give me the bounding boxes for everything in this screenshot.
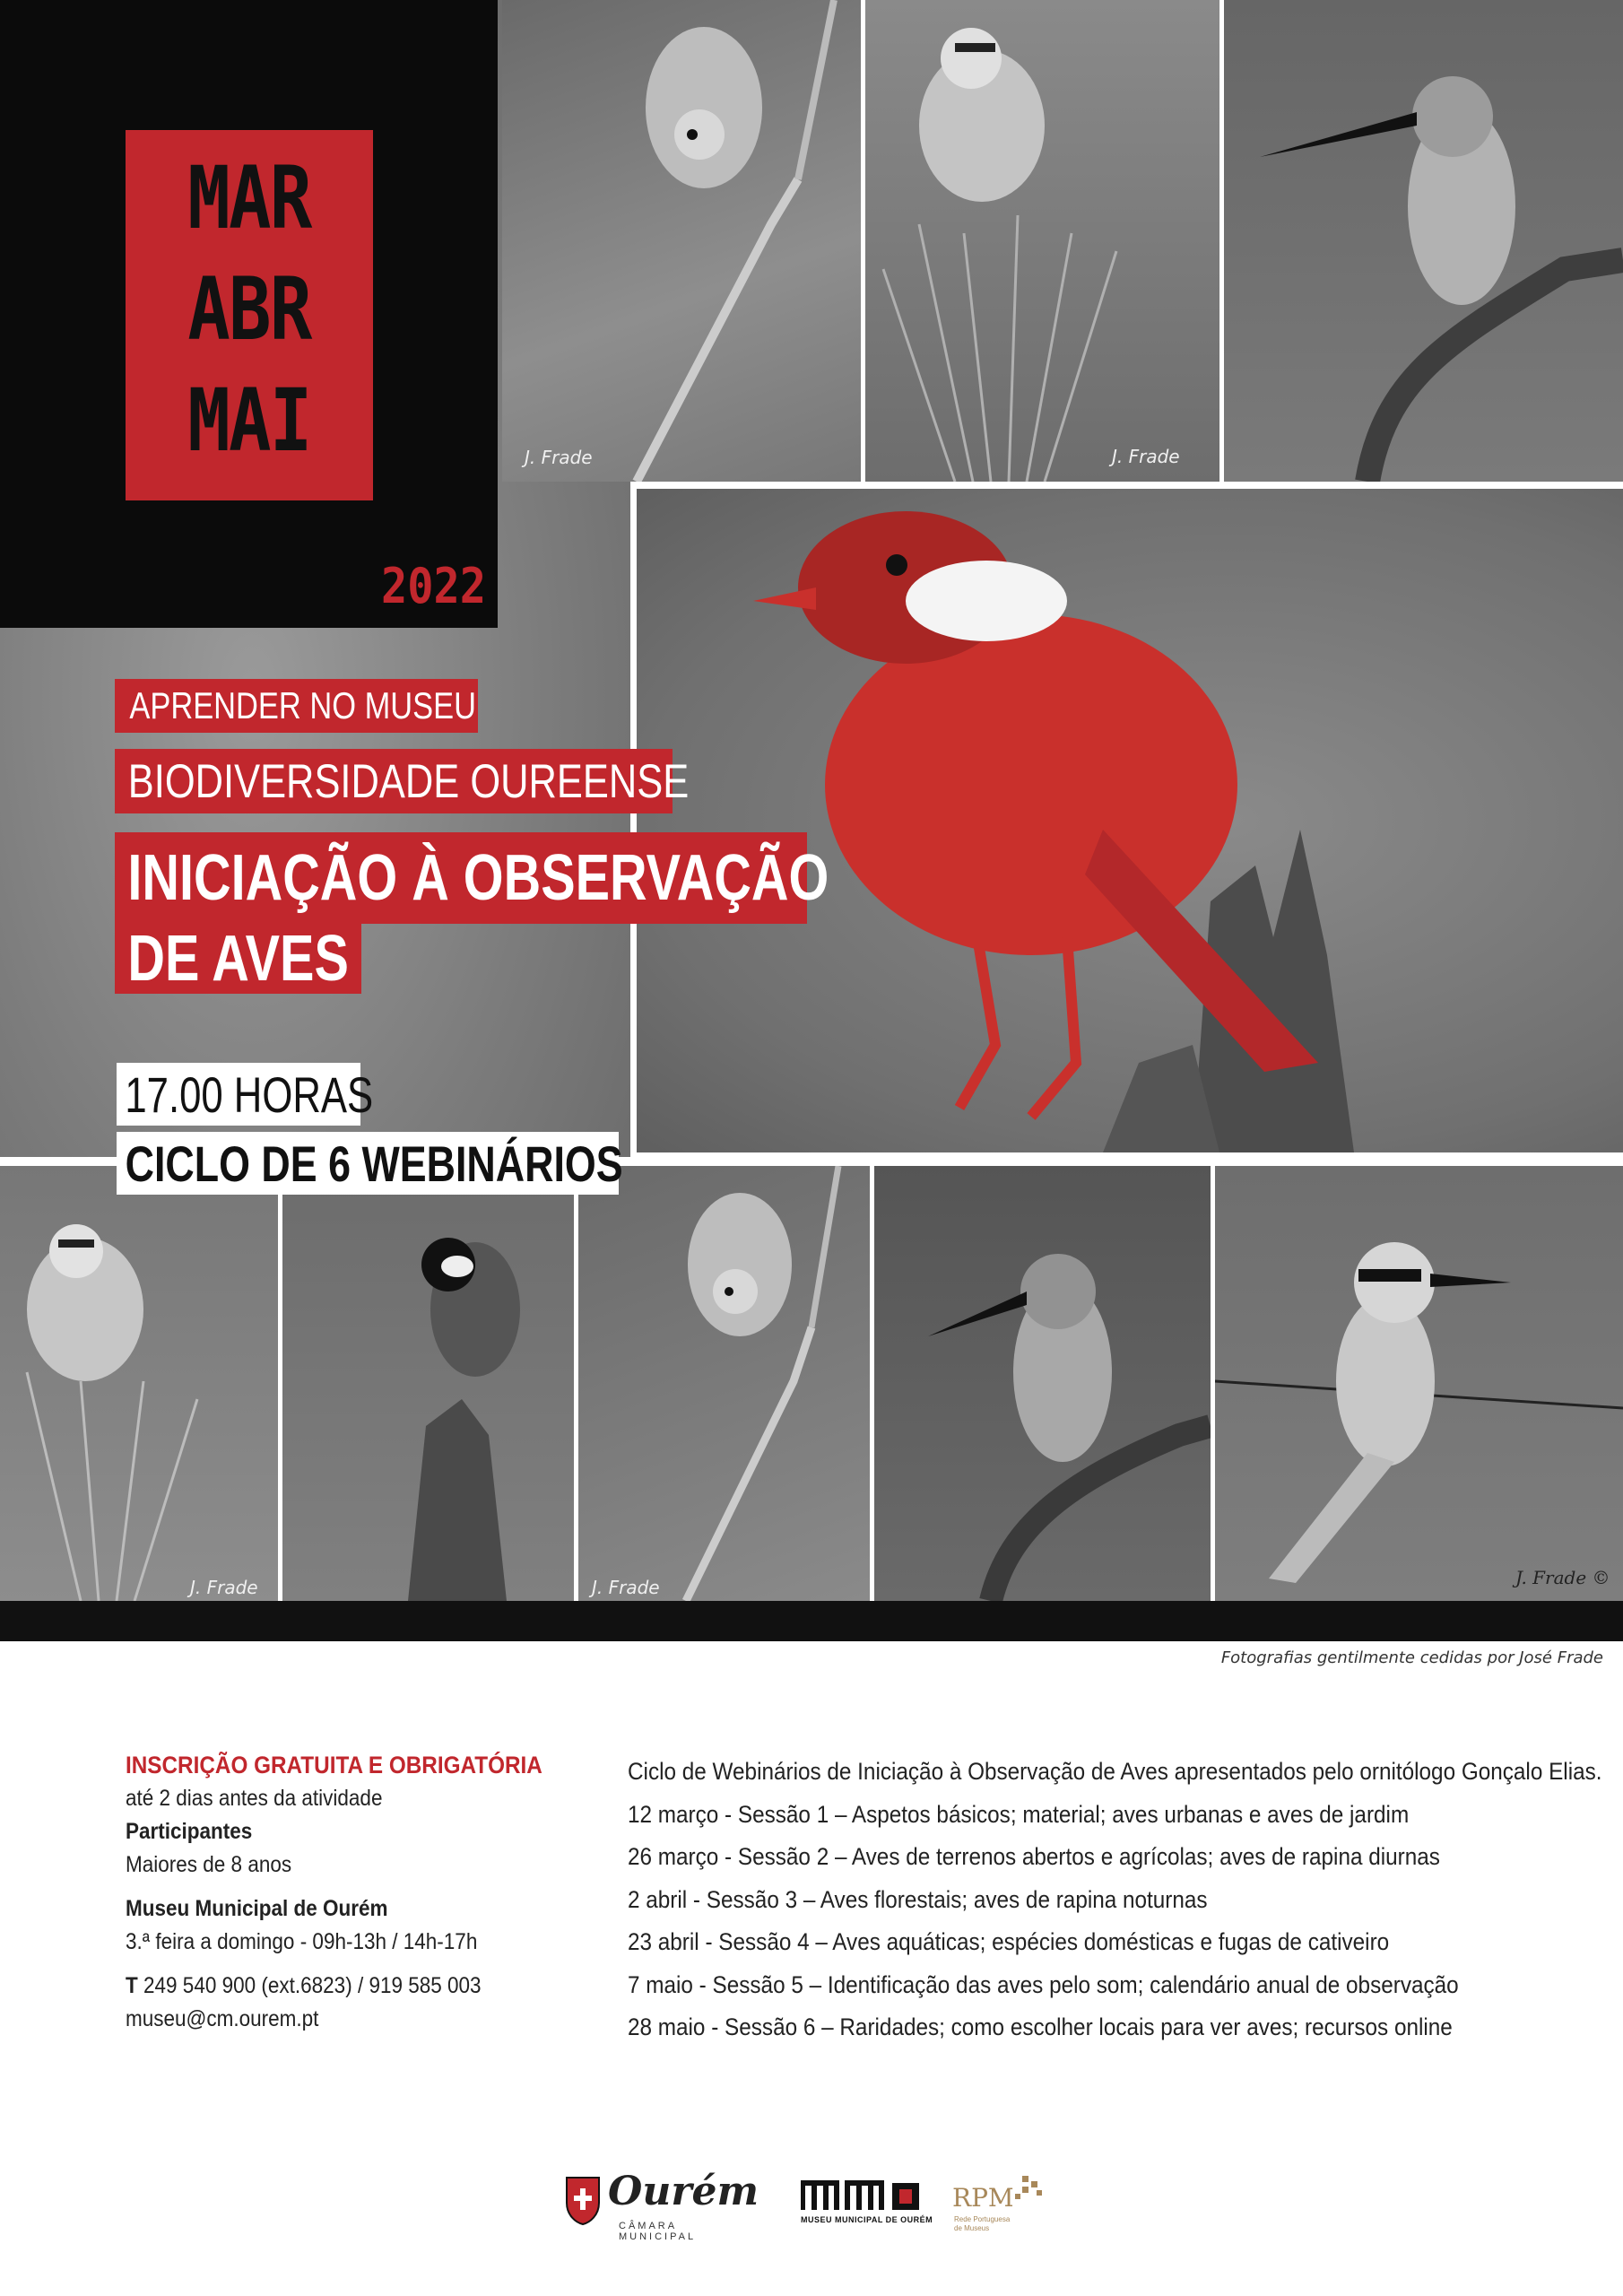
rpm-dots-icon <box>1011 2176 1044 2208</box>
photo-tit-branch-top <box>502 0 861 482</box>
photo-credit-signature: J. Frade © <box>1515 1567 1610 1588</box>
month-april: ABR <box>187 259 311 360</box>
photo-great-tit-stump <box>282 1166 574 1601</box>
info-column <box>126 1749 592 2036</box>
mmo-logo <box>801 2179 935 2233</box>
time-label <box>117 1063 374 1126</box>
photo-credit: J. Frade <box>1112 446 1180 467</box>
months-block <box>0 0 498 628</box>
months-badge <box>126 130 373 500</box>
ourem-shield-icon <box>565 2176 601 2226</box>
rpm-subtitle-1: Rede Portuguesa <box>954 2215 1011 2223</box>
logos-row <box>565 2170 1049 2242</box>
photo-kingfisher-top <box>1224 0 1623 482</box>
ourem-logo <box>565 2170 758 2242</box>
photo-great-tit-red <box>637 489 1623 1152</box>
session-item: 12 março - Sessão 1 – Aspetos básicos; material; aves urbanas e aves de jardim <box>628 1800 1410 1828</box>
theme-tag-text: BIODIVERSIDADE OUREENSE <box>127 754 690 808</box>
title-line1: INICIAÇÃO À OBSERVAÇÃO <box>127 842 829 914</box>
ourem-name: Ourém <box>608 2169 759 2214</box>
program-column <box>628 1751 1605 2049</box>
phone-label: T <box>126 1973 138 1998</box>
session-item: 2 abril - Sessão 3 – Aves florestais; aves de rapina noturnas <box>628 1885 1208 1913</box>
mmo-name: MUSEU MUNICIPAL DE OURÉM <box>801 2215 933 2224</box>
phone-number[interactable]: 249 540 900 (ext.6823) / 919 585 003 <box>143 1973 482 1998</box>
photo-credit: J. Frade <box>190 1577 258 1598</box>
session-item: 28 maio - Sessão 6 – Raridades; como escolher locais para ver aves; recursos online <box>628 2013 1453 2040</box>
program-tag-text: APRENDER NO MUSEU <box>129 684 476 726</box>
registration-note: até 2 dias antes da atividade <box>126 1786 383 1811</box>
rpm-name: RPM <box>952 2183 1014 2213</box>
cycle-text: CICLO DE 6 WEBINÁRIOS <box>125 1135 623 1192</box>
ourem-subtitle: CÂMARA MUNICIPAL <box>619 2221 697 2242</box>
rpm-subtitle-2: de Museus <box>954 2224 990 2232</box>
photo-blue-tit-bottom <box>0 1166 278 1601</box>
museum-name: Museu Municipal de Ourém <box>126 1896 388 1921</box>
photo-kingfisher-bottom <box>874 1166 1211 1601</box>
program-intro: Ciclo de Webinários de Iniciação à Observação de Aves apresentados pelo ornitólogo Gonçalo Elias. <box>628 1758 1602 1785</box>
session-item: 23 abril - Sessão 4 – Aves aquáticas; espécies domésticas e fugas de cativeiro <box>628 1928 1390 1955</box>
photo-bee-eater-wire <box>1215 1166 1623 1601</box>
year: 2022 <box>381 558 487 614</box>
session-item: 26 março - Sessão 2 – Aves de terrenos abertos e agrícolas; aves de rapina diurnas <box>628 1843 1440 1870</box>
email-link[interactable]: museu@cm.ourem.pt <box>126 2006 319 2031</box>
photo-caption: Fotografias gentilmente cedidas por José Frade <box>1220 1648 1603 1667</box>
participants-value: Maiores de 8 anos <box>126 1852 292 1877</box>
registration-heading: INSCRIÇÃO GRATUITA E OBRIGATÓRIA <box>126 1752 542 1779</box>
title-tag-line2 <box>115 924 361 994</box>
photo-tit-branch-bottom <box>578 1166 870 1601</box>
rpm-logo <box>952 2176 1051 2239</box>
program-tag <box>115 679 478 733</box>
month-may: MAI <box>187 370 311 471</box>
cycle-label <box>117 1132 623 1195</box>
participants-label: Participantes <box>126 1819 253 1844</box>
mmo-mark-icon <box>801 2179 935 2212</box>
session-item: 7 maio - Sessão 5 – Identificação das aves pelo som; calendário anual de observação <box>628 1970 1459 1998</box>
month-march: MAR <box>187 148 311 248</box>
time-text: 17.00 HORAS <box>125 1065 374 1123</box>
museum-hours: 3.ª feira a domingo - 09h-13h / 14h-17h <box>126 1929 478 1954</box>
title-tag-line1 <box>115 832 829 924</box>
photo-credit: J. Frade <box>525 447 593 468</box>
photo-credit: J. Frade <box>592 1577 660 1598</box>
phone-line <box>126 1970 545 2003</box>
photo-blue-tit-pine <box>865 0 1219 482</box>
black-band <box>0 1601 1623 1641</box>
theme-tag <box>115 749 690 813</box>
title-line2: DE AVES <box>127 923 349 995</box>
